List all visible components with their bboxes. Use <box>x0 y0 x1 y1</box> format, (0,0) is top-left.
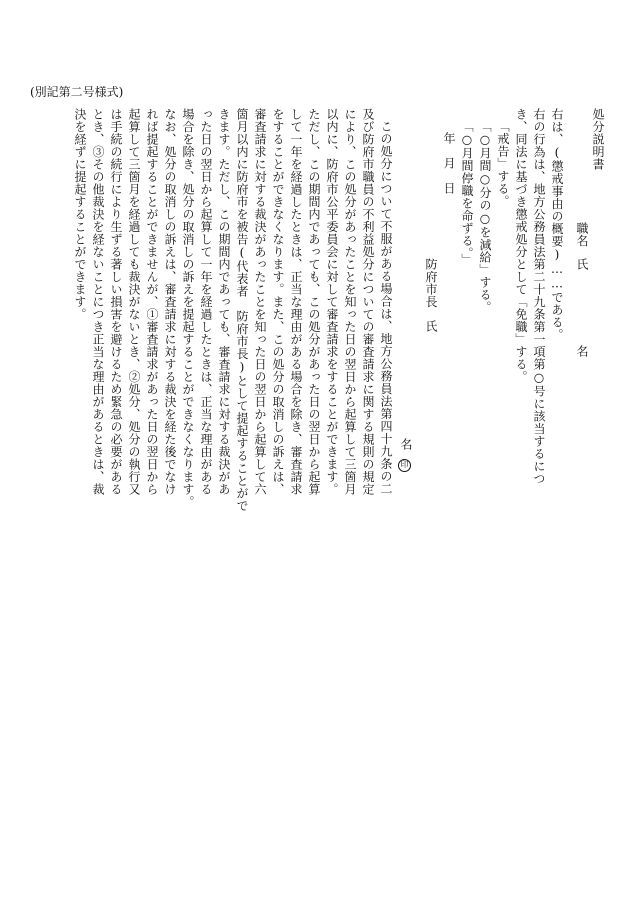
notice-line: は手続の続行により生ずる著しい損害を避けるため緊急の必要がある <box>109 108 123 496</box>
recipient-name-label: 氏 <box>575 258 589 271</box>
notice-line: なお、処分の取消しの訴えは、審査請求に対する裁決を経た後でなけ <box>163 108 177 496</box>
notice-line: 箇月以内に防府市を被告(代表者 防府市長)として提起することがで <box>235 108 249 512</box>
notice-line: れば提起することができませんが、①審査請求があった日の翌日から <box>145 108 159 496</box>
seal-icon <box>398 452 411 472</box>
notice-line: この処分について不服がある場合は、地方公務員法第四十九条の二 <box>379 120 393 495</box>
notice-line: 審査請求に対する裁決があったことを知った日の翌日から起算して六 <box>253 108 267 496</box>
body-line: 「戒告」する。 <box>496 120 510 208</box>
seal-mark: 印 <box>398 459 411 472</box>
date-line: 年 月 日 <box>442 132 456 195</box>
notice-line: った日の翌日から起算して一年を経過したときは、正当な理由がある <box>199 108 213 496</box>
notice-line: 起算して三箇月を経過しても裁決がないとき、②処分、処分の執行又 <box>127 108 141 496</box>
body-line: 「○月間○分の○を減給」する。 <box>478 120 492 314</box>
notice-line: 以内に、防府市公平委員会に対して審査請求をすることができます。 <box>325 108 339 496</box>
body-line: 右は、(懲戒事由の概要)……である。 <box>550 108 564 341</box>
notice-line: ただし、この期間内であっても、この処分があった日の翌日から起算 <box>307 108 321 496</box>
notice-line: により、この処分があったことを知った日の翌日から起算して三箇月 <box>343 108 357 496</box>
document-title: 処分説明書 <box>591 108 605 171</box>
issuer-name-end: 名 <box>399 438 413 451</box>
notice-line: 決を経ずに提起することができます。 <box>73 108 87 321</box>
notice-line: とき、③その他裁決を経ないことにつき正当な理由があるときは、裁 <box>91 108 105 496</box>
notice-line: 及び防府市職員の不利益処分についての審査請求に関する規則の規定 <box>361 108 375 496</box>
notice-line: 場合を除き、処分の取消しの訴えを提起することができなくなります。 <box>181 108 195 508</box>
recipient-position: 職名 <box>575 222 589 247</box>
body-line: 「○月間停職を命ずる。」 <box>460 120 474 266</box>
body-line: 右の行為は、地方公務員法第二十九条第一項第○号に該当するにつ <box>532 108 546 485</box>
body-line: き、同法に基づき懲戒処分として「免職」する。 <box>514 108 528 383</box>
issuer-title: 防府市長 <box>424 258 438 308</box>
notice-line: して一年を経過したときは、正当な理由がある場合を除き、審査請求 <box>289 108 303 496</box>
issuer-name-label: 氏 <box>424 320 438 333</box>
notice-line: きます。ただし、この期間内であっても、審査請求に対する裁決があ <box>217 108 231 496</box>
recipient-name-end: 名 <box>575 345 589 358</box>
form-number-label: (別記第二号様式) <box>30 85 124 99</box>
notice-line: をすることができなくなります。また、この処分の取消しの訴えは、 <box>271 108 285 496</box>
